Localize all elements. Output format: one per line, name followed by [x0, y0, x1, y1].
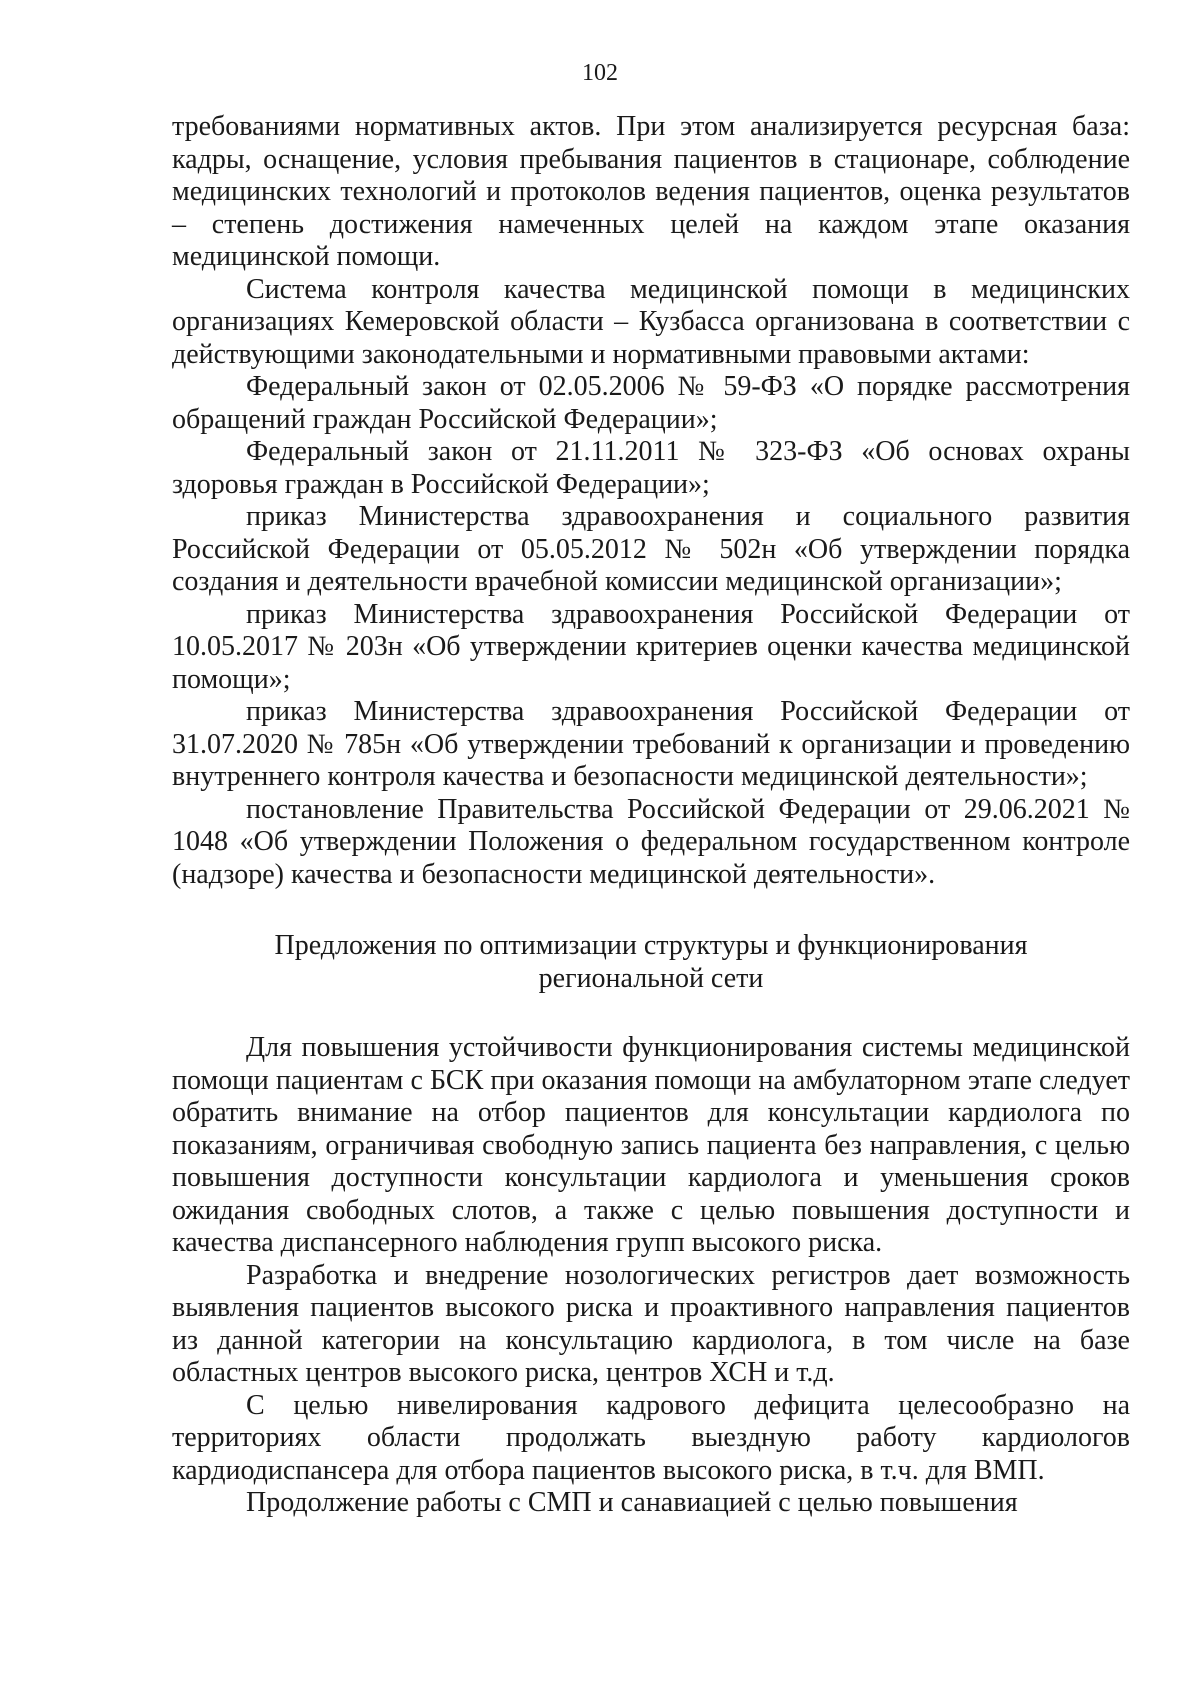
paragraph-staff-shortage: С целью нивелирования кадрового дефицита целесообразно на территориях области продолжать выездную работу кардиологов кардиодиспансера для отбора пациентов высокого риска, в т.ч. для ВМП.: [172, 1389, 1130, 1486]
list-item-order-203n: приказ Министерства здравоохранения Российской Федерации от 10.05.2017 № 203н «Об утверждении критериев оценки качества медицинской помощи»;: [172, 598, 1130, 695]
list-item-order-502n: приказ Министерства здравоохранения и социального развития Российской Федерации от 05.05.2012 № 502н «Об утверждении порядка создания и деятельности врачебной комиссии медицинской организации»;: [172, 501, 1130, 597]
section-heading: [172, 929, 1130, 995]
section-heading-line-1: Предложения по оптимизации структуры и функционирования: [274, 930, 1028, 961]
section-heading-line-2: региональной сети: [538, 963, 764, 994]
document-body: [172, 111, 1130, 1520]
page-number: 102: [582, 60, 618, 86]
paragraph-cardiology-referral: Для повышения устойчивости функционирования системы медицинской помощи пациентам с БСК при оказания помощи на амбулаторном этапе следует обратить внимание на отбор пациентов для консультации кардиолога по показаниям, ограничивая свободную запись пациента без направления, с целью повышения доступности консультации кардиолога и уменьшения сроков ожидания свободных слотов, а также с целью повышения доступности и качества диспансерного наблюдения групп высокого риска.: [172, 1032, 1130, 1258]
list-item-federal-law-59: Федеральный закон от 02.05.2006 № 59-ФЗ «О порядке рассмотрения обращений граждан Российской Федерации»;: [172, 371, 1130, 435]
list-item-federal-law-323: Федеральный закон от 21.11.2011 № 323-ФЗ «Об основах охраны здоровья граждан в Российской Федерации»;: [172, 436, 1130, 500]
list-item-order-785n: приказ Министерства здравоохранения Российской Федерации от 31.07.2020 № 785н «Об утверждении требований к организации и проведению внутреннего контроля качества и безопасности медицинской деятельности»;: [172, 696, 1130, 792]
list-item-resolution-1048: постановление Правительства Российской Федерации от 29.06.2021 № 1048 «Об утверждении Положения о федеральном государственном контроле (надзоре) качества и безопасности медицинской деятельности».: [172, 793, 1130, 890]
paragraph-quality-control-system: Система контроля качества медицинской помощи в медицинских организациях Кемеровской области – Кузбасса организована в соответствии с действующими законодательными и нормативными правовыми актами:: [172, 273, 1130, 370]
paragraph-emergency-care: Продолжение работы с СМП и санавиацией с целью повышения: [246, 1487, 1018, 1518]
paragraph-resource-base: требованиями нормативных актов. При этом анализируется ресурсная база: кадры, оснащение, условия пребывания пациентов в стационаре, соблюдение медицинских технологий и протоколов ведения пациентов, оценка результатов – степень достижения намеченных целей на каждом этапе оказания медицинской помощи.: [172, 111, 1130, 272]
paragraph-nosological-registers: Разработка и внедрение нозологических регистров дает возможность выявления пациентов высокого риска и проактивного направления пациентов из данной категории на консультацию кардиолога, в том числе на базе областных центров высокого риска, центров ХСН и т.д.: [172, 1259, 1130, 1388]
